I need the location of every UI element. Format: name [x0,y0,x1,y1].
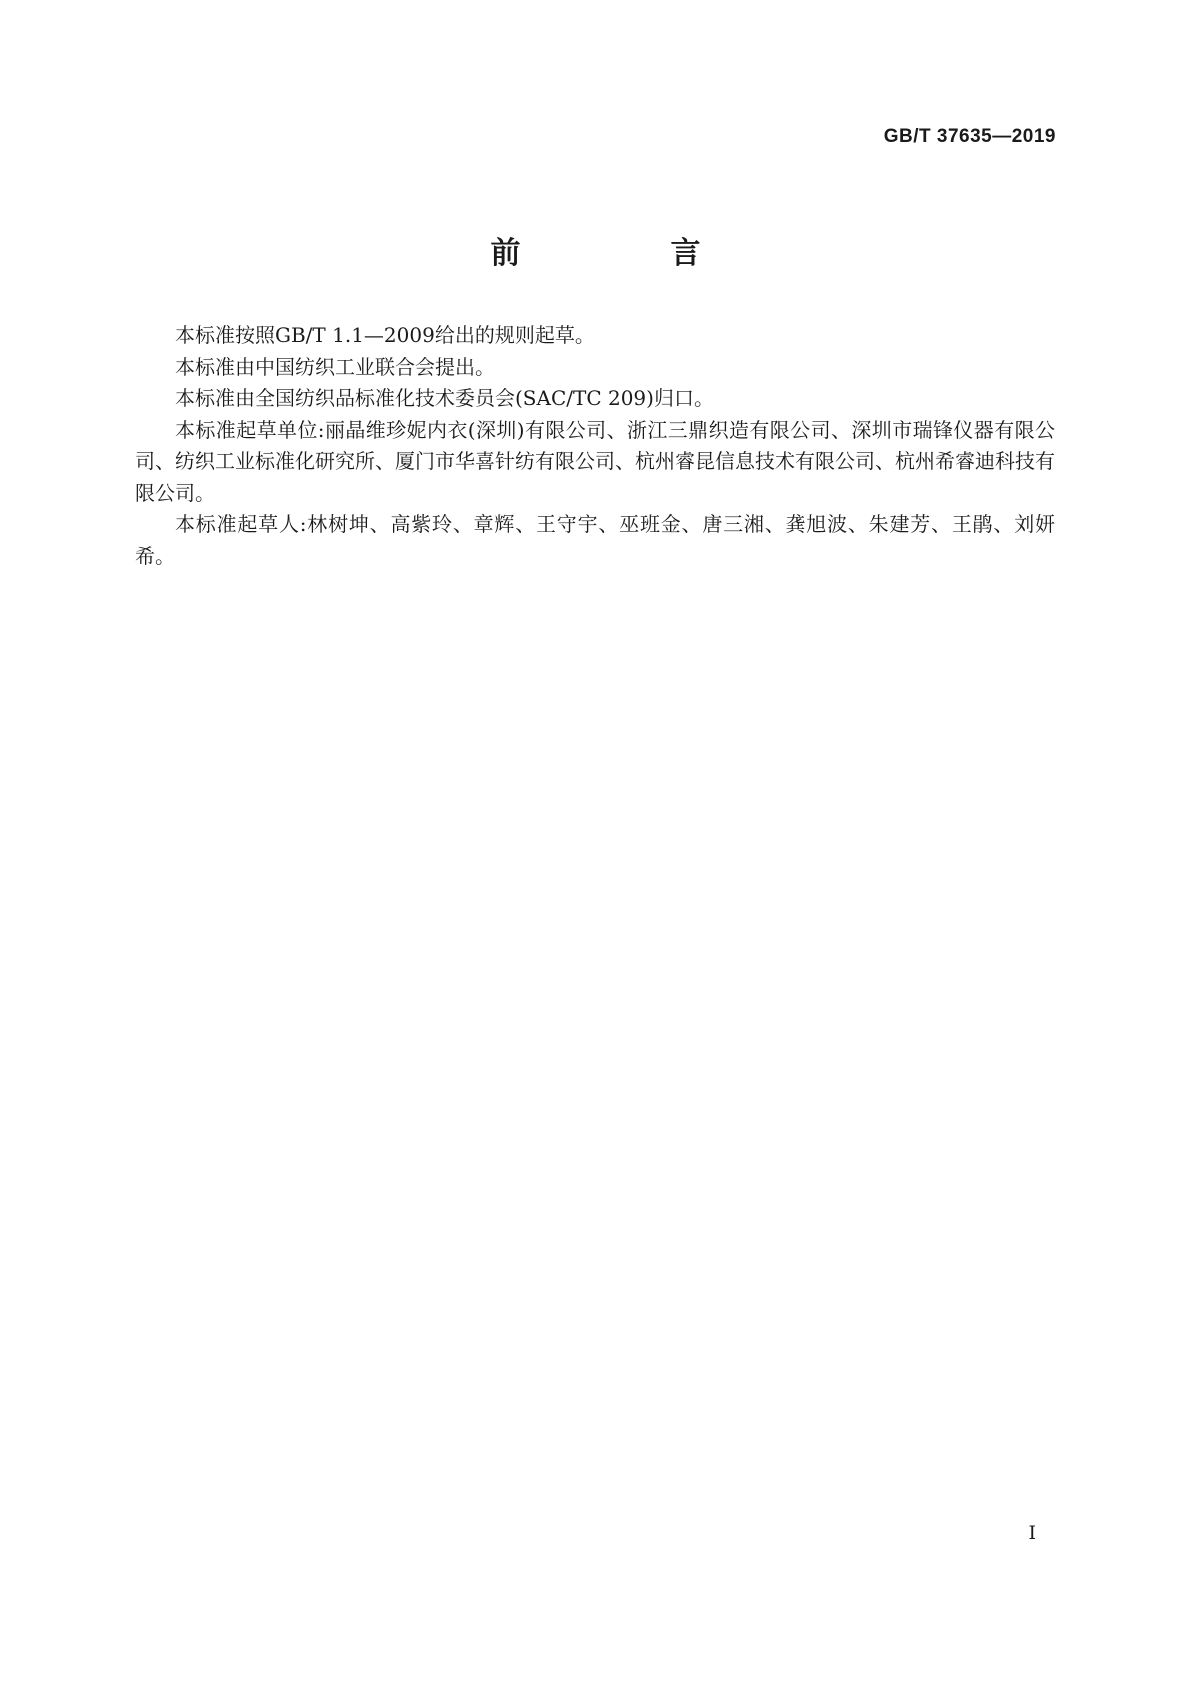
paragraph-technical-committee: 本标准由全国纺织品标准化技术委员会(SAC/TC 209)归口。 [175,386,714,410]
paragraph-drafting-units: 本标准起草单位:丽晶维珍妮内衣(深圳)有限公司、浙江三鼎织造有限公司、深圳市瑞锋仪器有限公司、纺织工业标准化研究所、厦门市华喜针纺有限公司、杭州睿昆信息技术有限公司、杭州希睿迪科技有限公司。 [135,417,1055,505]
paragraph-drafters: 本标准起草人:林树坤、高紫玲、章辉、王守宇、巫班金、唐三湘、龚旭波、朱建芳、王鹃、刘妍希。 [135,512,1055,568]
foreword-body [135,320,1055,572]
paragraph-drafting-rules: 本标准按照GB/T 1.1—2009给出的规则起草。 [175,323,595,347]
standard-code: GB/T 37635—2019 [883,126,1056,147]
page-title: 前 言 [490,236,761,271]
paragraph-proposer: 本标准由中国纺织工业联合会提出。 [175,354,495,379]
page-number: I [1028,1522,1036,1544]
